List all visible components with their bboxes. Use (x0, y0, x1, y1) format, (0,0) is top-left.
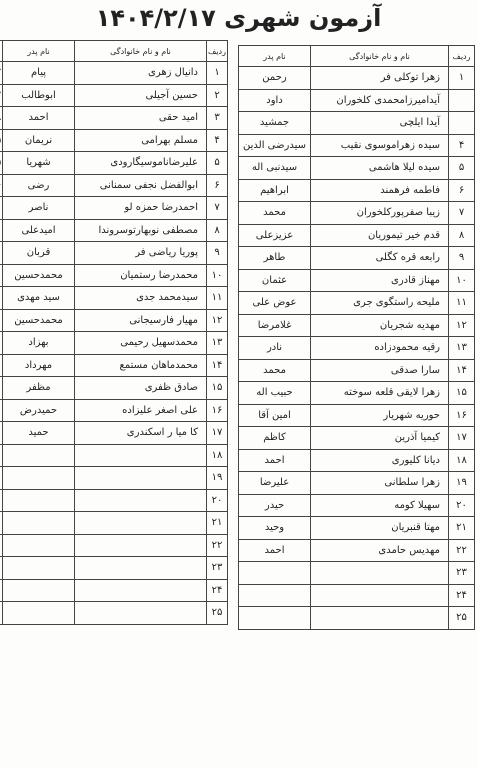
row-number-cell: ۲۳ (449, 562, 475, 585)
cut-off-cell (0, 399, 3, 422)
full-name-cell: زهرا توکلی فر (311, 67, 449, 90)
table-row (0, 467, 228, 490)
full-name-cell: ابوالفضل نجفی سمنانی (75, 174, 207, 197)
father-name-cell: سید مهدی (3, 287, 75, 310)
row-number-cell: ۱۷ (207, 422, 228, 445)
table-row (239, 89, 475, 112)
cut-off-cell (0, 152, 3, 175)
full-name-cell: زهرا لایقی قلعه سوخته (311, 382, 449, 405)
cut-off-cell (0, 84, 3, 107)
table-row (0, 242, 228, 265)
table-row (0, 422, 228, 445)
father-name-cell: ناصر (3, 197, 75, 220)
father-name-cell (3, 489, 75, 512)
header-row-number: ردیف (207, 41, 228, 62)
row-number-cell: ۱۵ (207, 377, 228, 400)
table-header-row (0, 41, 228, 62)
row-number-cell: ۸ (449, 224, 475, 247)
father-name-cell: عوض علی (239, 292, 311, 315)
full-name-cell (75, 444, 207, 467)
full-name-cell (75, 557, 207, 580)
row-number-cell: ۶ (207, 174, 228, 197)
full-name-cell: آیدامیرزامحمدی کلخوران (311, 89, 449, 112)
table-row (0, 197, 228, 220)
table-row (0, 62, 228, 85)
cut-off-cell (0, 489, 3, 512)
row-number-cell: ۲۱ (449, 517, 475, 540)
row-number-cell: ۱۴ (449, 359, 475, 382)
father-name-cell: حمیدرض (3, 399, 75, 422)
header-row-number: ردیف (449, 46, 475, 67)
row-number-cell: ۱۳ (207, 332, 228, 355)
row-number-cell: ۱۹ (207, 467, 228, 490)
table-row (0, 354, 228, 377)
father-name-cell: بهزاد (3, 332, 75, 355)
row-number-cell: ۱۱ (207, 287, 228, 310)
table-row (0, 309, 228, 332)
table-row (239, 449, 475, 472)
row-number-cell: ۱۶ (207, 399, 228, 422)
father-name-cell (3, 602, 75, 625)
cut-off-cell (0, 287, 3, 310)
table-row (239, 292, 475, 315)
father-name-cell: نادر (239, 337, 311, 360)
full-name-cell (75, 489, 207, 512)
row-number-cell: ۱۵ (449, 382, 475, 405)
father-name-cell: امین آقا (239, 404, 311, 427)
row-number-cell: ۷ (449, 202, 475, 225)
header-full-name: نام و نام خانوادگی (75, 41, 207, 62)
father-name-cell: کاظم (239, 427, 311, 450)
full-name-cell: سهیلا کومه (311, 494, 449, 517)
row-number-cell: ۲۲ (207, 534, 228, 557)
full-name-cell: پوریا ریاضی فر (75, 242, 207, 265)
table-row (239, 112, 475, 135)
table-row (239, 224, 475, 247)
father-name-cell: وحید (239, 517, 311, 540)
full-name-cell: فاطمه فرهمند (311, 179, 449, 202)
row-number-cell: ۲۰ (207, 489, 228, 512)
father-name-cell: رحمن (239, 67, 311, 90)
table-row (0, 264, 228, 287)
row-number-cell: ۵ (207, 152, 228, 175)
father-name-cell: محمد (239, 359, 311, 382)
table-row (0, 152, 228, 175)
full-name-cell: ملیحه راستگوی جری (311, 292, 449, 315)
full-name-cell: علی اصغر علیزاده (75, 399, 207, 422)
cut-off-cell (0, 602, 3, 625)
table-row (239, 202, 475, 225)
left-attendance-table (0, 40, 228, 625)
cut-off-cell (0, 467, 3, 490)
table-row (0, 512, 228, 535)
row-number-cell: ۷ (207, 197, 228, 220)
table-row (239, 562, 475, 585)
full-name-cell: سیده لیلا هاشمی (311, 157, 449, 180)
cut-off-cell (0, 129, 3, 152)
father-name-cell (3, 557, 75, 580)
cut-off-cell (0, 107, 3, 130)
table-row (0, 489, 228, 512)
father-name-cell: سیدرضی الدین (239, 134, 311, 157)
full-name-cell (75, 534, 207, 557)
full-name-cell: صادق ظفری (75, 377, 207, 400)
row-number-cell: ۱۰ (207, 264, 228, 287)
full-name-cell: مهدیس حامدی (311, 539, 449, 562)
table-row (239, 427, 475, 450)
full-name-cell: دیانا کلیوری (311, 449, 449, 472)
table-row (239, 584, 475, 607)
row-number-cell: ۱۳ (449, 337, 475, 360)
row-number-cell: ۱۸ (207, 444, 228, 467)
father-name-cell: رضی (3, 174, 75, 197)
row-number-cell: ۱۹ (449, 472, 475, 495)
father-name-cell: احمد (239, 539, 311, 562)
table-row (0, 287, 228, 310)
header-full-name: نام و نام خانوادگی (311, 46, 449, 67)
full-name-cell: سارا صدقی (311, 359, 449, 382)
father-name-cell: حیدر (239, 494, 311, 517)
table-row (239, 337, 475, 360)
table-row (239, 382, 475, 405)
row-number-cell: ۸ (207, 219, 228, 242)
father-name-cell: سیدنبی اله (239, 157, 311, 180)
full-name-cell (75, 467, 207, 490)
cut-off-cell (0, 422, 3, 445)
table-row (0, 107, 228, 130)
cut-off-cell (0, 309, 3, 332)
table-row (239, 494, 475, 517)
full-name-cell (311, 562, 449, 585)
table-row (239, 539, 475, 562)
header-father-name: نام پدر (3, 41, 75, 62)
father-name-cell: احمد (3, 107, 75, 130)
father-name-cell: محمدحسین (3, 309, 75, 332)
full-name-cell: قدم خیر تیموریان (311, 224, 449, 247)
full-name-cell: مهیار فارسیجانی (75, 309, 207, 332)
full-name-cell: زیبا صفرپورکلخوران (311, 202, 449, 225)
father-name-cell: نریمان (3, 129, 75, 152)
table-row (0, 602, 228, 625)
row-number-cell: ۲۲ (449, 539, 475, 562)
cut-off-cell (0, 62, 3, 85)
table-row (239, 359, 475, 382)
row-number-cell: ۶ (449, 179, 475, 202)
table-row (239, 607, 475, 630)
table-row (0, 557, 228, 580)
cut-off-cell (0, 354, 3, 377)
cut-off-cell (0, 219, 3, 242)
father-name-cell (3, 467, 75, 490)
father-name-cell: ابراهیم (239, 179, 311, 202)
father-name-cell: شهریا (3, 152, 75, 175)
row-number-cell: ۱ (449, 67, 475, 90)
row-number-cell: ۱ (207, 62, 228, 85)
cut-off-cell (0, 512, 3, 535)
father-name-cell: مظفر (3, 377, 75, 400)
row-number-cell: ۱۲ (449, 314, 475, 337)
father-name-cell: احمد (239, 449, 311, 472)
father-name-cell (3, 444, 75, 467)
father-name-cell: محمد (239, 202, 311, 225)
table-row (0, 84, 228, 107)
full-name-cell: رقیه محمودزاده (311, 337, 449, 360)
full-name-cell (75, 579, 207, 602)
row-number-cell: ۲۳ (207, 557, 228, 580)
full-name-cell: مسلم بهرامی (75, 129, 207, 152)
row-number-cell: ۱۰ (449, 269, 475, 292)
father-name-cell: عثمان (239, 269, 311, 292)
father-name-cell: حمید (3, 422, 75, 445)
table-row (239, 157, 475, 180)
father-name-cell: مهرداد (3, 354, 75, 377)
table-row (0, 129, 228, 152)
row-number-cell (449, 89, 475, 112)
header-cut-off-column (0, 41, 3, 62)
table-row (0, 332, 228, 355)
page-title: آزمون شهری ۱۴۰۴/۲/۱۷ (95, 4, 382, 32)
row-number-cell: ۱۴ (207, 354, 228, 377)
father-name-cell: طاهر (239, 247, 311, 270)
full-name-cell: مهتا قنبریان (311, 517, 449, 540)
cut-off-cell (0, 557, 3, 580)
father-name-cell: داود (239, 89, 311, 112)
row-number-cell: ۳ (207, 107, 228, 130)
cut-off-cell (0, 377, 3, 400)
table-row (239, 67, 475, 90)
full-name-cell (75, 512, 207, 535)
father-name-cell: علیرضا (239, 472, 311, 495)
full-name-cell: کیمیا آذرین (311, 427, 449, 450)
cut-off-cell (0, 534, 3, 557)
father-name-cell: قربان (3, 242, 75, 265)
row-number-cell: ۱۸ (449, 449, 475, 472)
father-name-cell: ابوطالب (3, 84, 75, 107)
full-name-cell: محمدماهان مستمع (75, 354, 207, 377)
full-name-cell: حسین آجیلی (75, 84, 207, 107)
cut-off-cell (0, 579, 3, 602)
full-name-cell: کا میا ر اسکندری (75, 422, 207, 445)
row-number-cell: ۱۱ (449, 292, 475, 315)
father-name-cell (3, 579, 75, 602)
right-attendance-table (238, 45, 475, 630)
table-row (0, 219, 228, 242)
table-row (239, 404, 475, 427)
full-name-cell: امید حقی (75, 107, 207, 130)
cut-off-cell (0, 444, 3, 467)
full-name-cell: احمدرضا حمزه لو (75, 197, 207, 220)
full-name-cell: علیرضاناموسیگارودی (75, 152, 207, 175)
father-name-cell: عزیزعلی (239, 224, 311, 247)
row-number-cell: ۴ (207, 129, 228, 152)
father-name-cell: پیام (3, 62, 75, 85)
full-name-cell (311, 607, 449, 630)
full-name-cell: مهناز قادری (311, 269, 449, 292)
header-father-name: نام پدر (239, 46, 311, 67)
full-name-cell: آیدا ایلچی (311, 112, 449, 135)
table-row (0, 534, 228, 557)
table-row (239, 247, 475, 270)
father-name-cell: حبیب اله (239, 382, 311, 405)
row-number-cell: ۲۴ (207, 579, 228, 602)
table-row (0, 377, 228, 400)
row-number-cell: ۴ (449, 134, 475, 157)
full-name-cell (311, 584, 449, 607)
table-row (239, 179, 475, 202)
row-number-cell: ۲ (207, 84, 228, 107)
father-name-cell: امیدعلی (3, 219, 75, 242)
father-name-cell (239, 562, 311, 585)
father-name-cell: غلامرضا (239, 314, 311, 337)
table-row (0, 399, 228, 422)
row-number-cell: ۲۵ (207, 602, 228, 625)
cut-off-cell (0, 197, 3, 220)
full-name-cell: حوریه شهریار (311, 404, 449, 427)
cut-off-cell (0, 174, 3, 197)
full-name-cell: رابعه قره کگلی (311, 247, 449, 270)
father-name-cell: جمشید (239, 112, 311, 135)
row-number-cell: ۹ (449, 247, 475, 270)
full-name-cell (75, 602, 207, 625)
table-row (239, 472, 475, 495)
row-number-cell: ۲۱ (207, 512, 228, 535)
table-row (239, 269, 475, 292)
cut-off-cell (0, 332, 3, 355)
row-number-cell: ۱۲ (207, 309, 228, 332)
full-name-cell: سیده زهراموسوی نقیب (311, 134, 449, 157)
row-number-cell: ۲۵ (449, 607, 475, 630)
row-number-cell: ۹ (207, 242, 228, 265)
cut-off-cell (0, 242, 3, 265)
full-name-cell: محمدسهیل رحیمی (75, 332, 207, 355)
table-row (0, 174, 228, 197)
full-name-cell: دانیال زهری (75, 62, 207, 85)
table-row (0, 579, 228, 602)
table-row (0, 444, 228, 467)
father-name-cell (239, 584, 311, 607)
full-name-cell: زهرا سلطانی (311, 472, 449, 495)
row-number-cell: ۲۴ (449, 584, 475, 607)
table-row (239, 314, 475, 337)
full-name-cell: سیدمحمد جدی (75, 287, 207, 310)
table-header-row (239, 46, 475, 67)
row-number-cell (449, 112, 475, 135)
father-name-cell (3, 534, 75, 557)
table-row (239, 517, 475, 540)
cut-off-cell (0, 264, 3, 287)
father-name-cell (3, 512, 75, 535)
row-number-cell: ۵ (449, 157, 475, 180)
row-number-cell: ۱۶ (449, 404, 475, 427)
father-name-cell: محمدحسین (3, 264, 75, 287)
table-row (239, 134, 475, 157)
row-number-cell: ۲۰ (449, 494, 475, 517)
full-name-cell: مهدیه شجریان (311, 314, 449, 337)
full-name-cell: محمدرضا رستمیان (75, 264, 207, 287)
row-number-cell: ۱۷ (449, 427, 475, 450)
father-name-cell (239, 607, 311, 630)
full-name-cell: مصطفی نوبهارتوسروندا (75, 219, 207, 242)
